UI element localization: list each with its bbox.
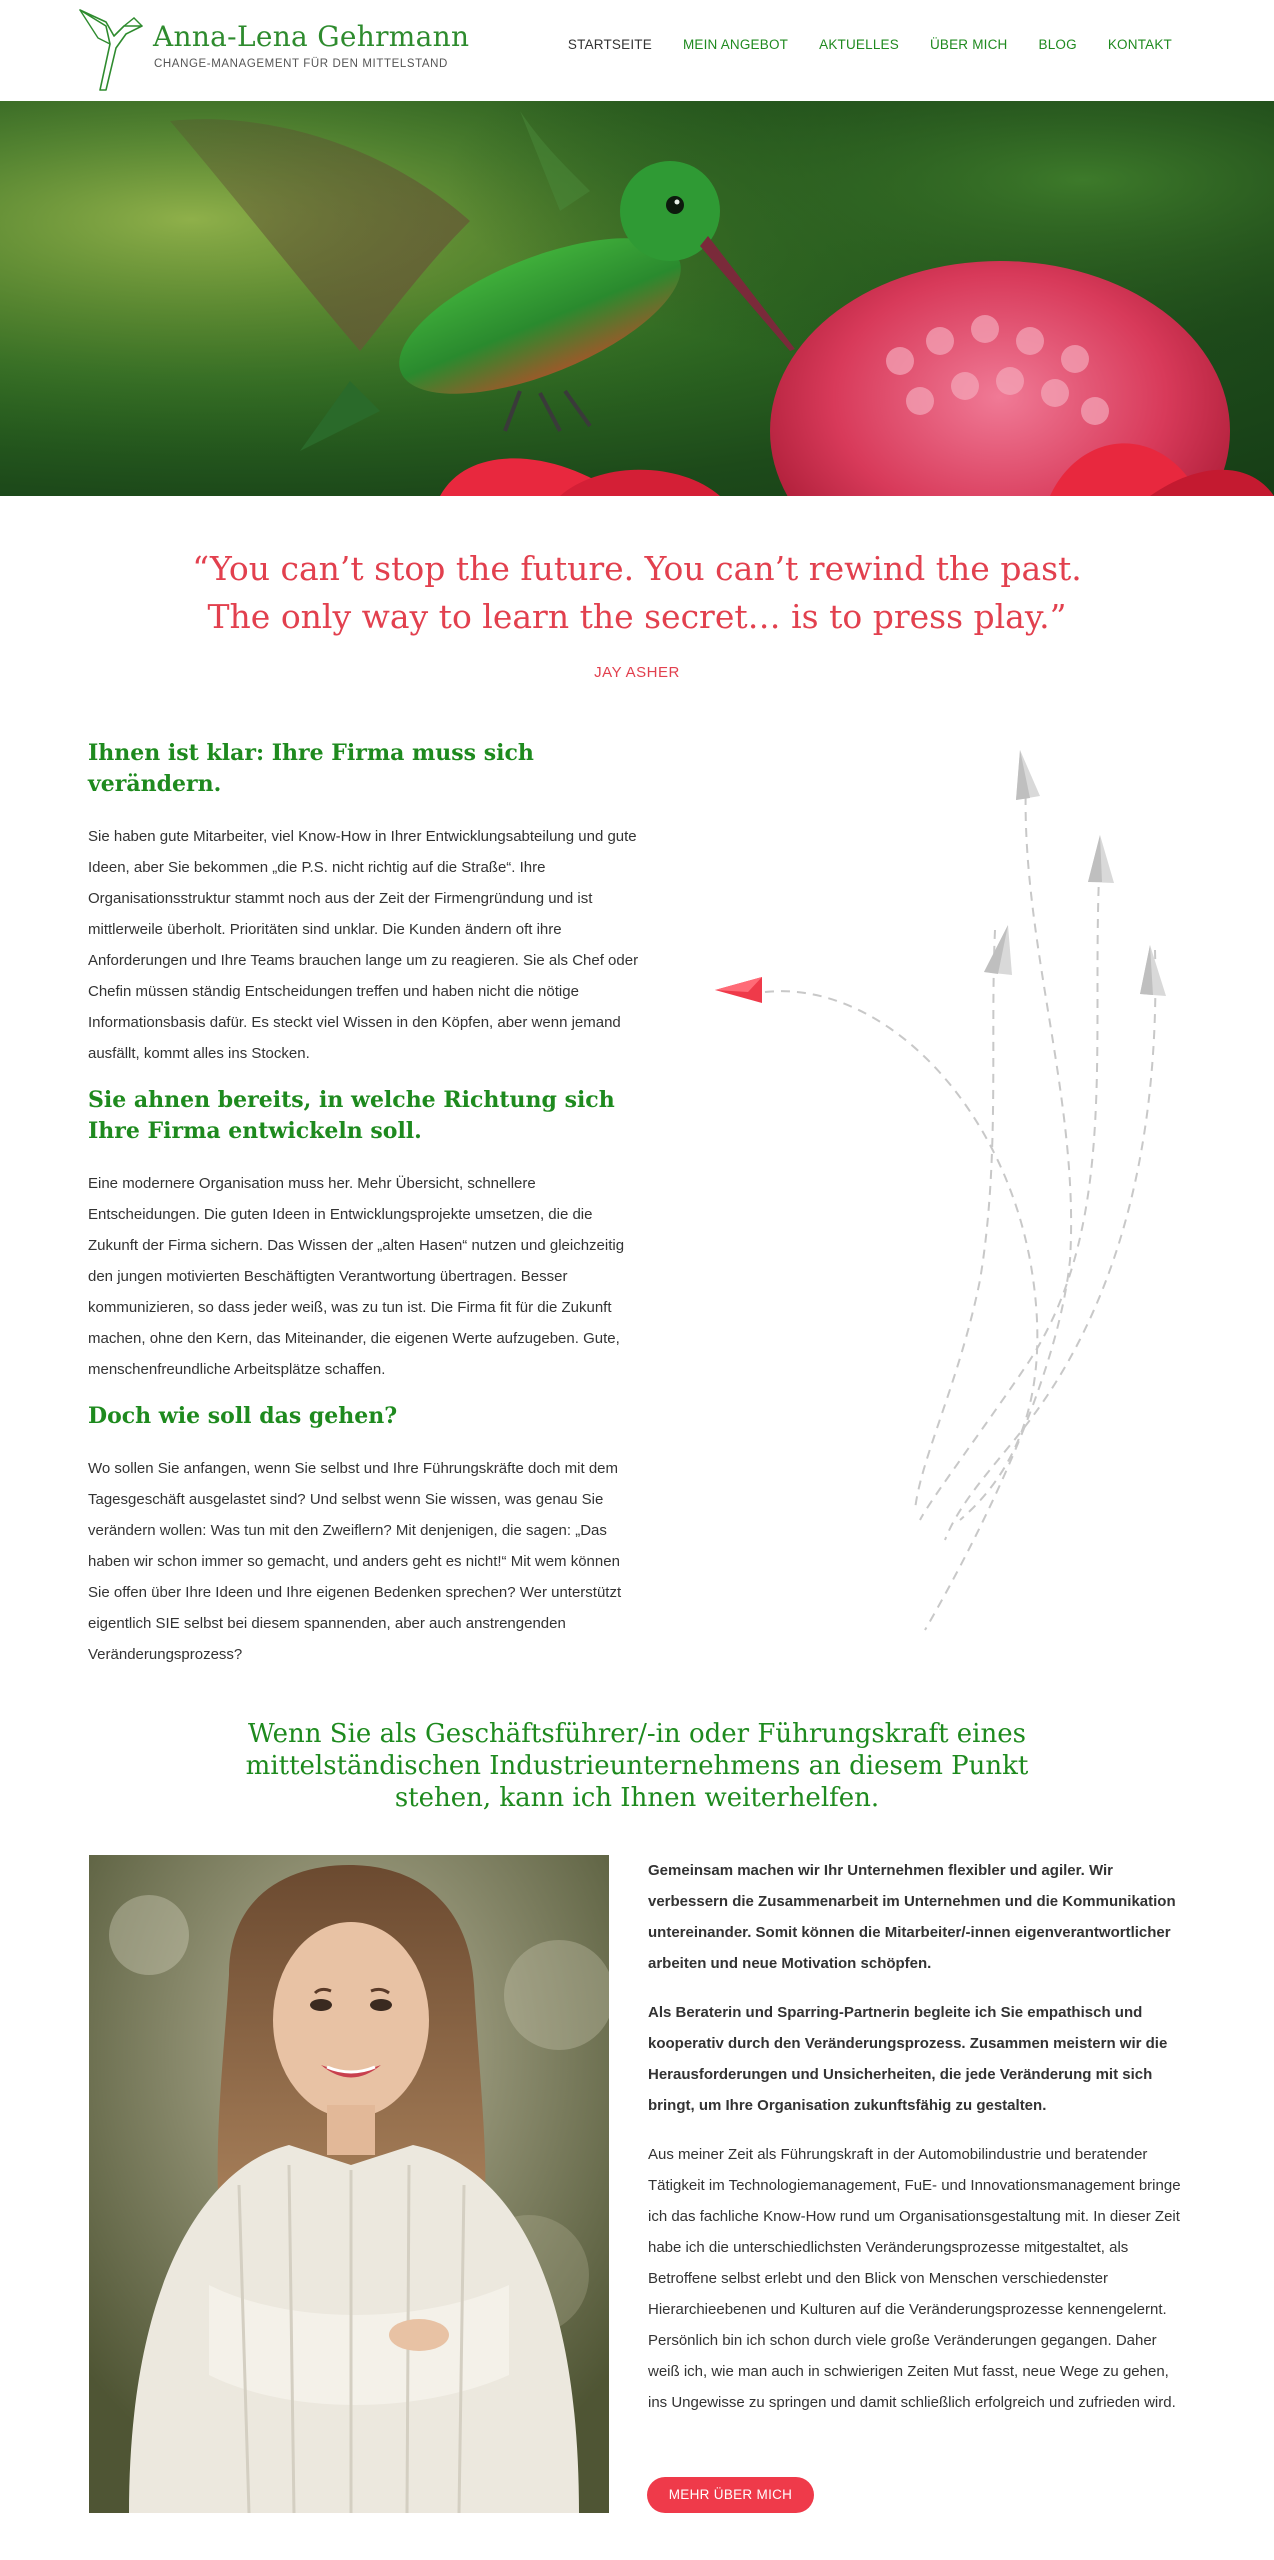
- section-heading-2: Sie ahnen bereits, in welche Richtung sich Ihre Firma entwickeln soll.: [88, 1087, 615, 1144]
- about-text-3: Aus meiner Zeit als Führungskraft in der Automobilindustrie und beratender Tätigkeit im Technologiemanagement, FuE- und Innovationsmanagement bringe ich das fachliche Know-How rund um Organisationsgestaltung mit. In dieser Zeit habe ich die unterschiedlichsten Veränderungsprozesse mitgestaltet, als Betroffene selbst erlebt und den Blick von Menschen verschiedenster Hierarchieebenen und Kulturen auf die Veränderungsprozesse kennengelernt. Persönlich bin ich schon durch viele große Veränderungen gegangen. Daher weiß ich, wie man auch in schwierigen Zeiten Mut fasst, neue Wege zu gehen, ins Ungewisse zu springen und damit schließlich erfolgreich und zufrieden wird.: [648, 2146, 1181, 2411]
- nav-mein-angebot[interactable]: MEIN ANGEBOT: [682, 37, 789, 52]
- gray-paper-plane-icon: [984, 925, 1012, 975]
- site-header: [0, 0, 1274, 101]
- main-navigation: [568, 37, 1172, 52]
- about-text: [648, 1855, 1188, 2418]
- quote-line-1: “You can’t stop the future. You can’t rewind the past.: [192, 549, 1082, 588]
- brand-title[interactable]: Anna-Lena Gehrmann: [153, 20, 470, 53]
- nav-blog[interactable]: BLOG: [1038, 37, 1077, 52]
- about-bold-1: Gemeinsam machen wir Ihr Unternehmen flexibler und agiler. Wir verbessern die Zusammenarbeit im Unternehmen und die Kommunikation untereinander. Somit können die Mitarbeiter/-innen eigenverantwortlicher arbeiten und neue Motivation schöpfen.: [648, 1862, 1176, 1972]
- paper-planes-illustration: [700, 740, 1180, 1640]
- quote: [0, 545, 1274, 641]
- red-paper-plane-icon: [715, 977, 762, 1003]
- nav-startseite[interactable]: STARTSEITE: [567, 37, 652, 52]
- gray-paper-plane-icon: [1016, 750, 1040, 800]
- brand-subtitle: CHANGE-MANAGEMENT FÜR DEN MITTELSTAND: [154, 58, 448, 70]
- gray-paper-plane-icon: [1088, 835, 1114, 883]
- section-text-1: Sie haben gute Mitarbeiter, viel Know-How in Ihrer Entwicklungsabteilung und gute Ideen, aber Sie bekommen „die P.S. nicht richtig auf die Straße“. Ihre Organisationsstruktur stammt noch aus der Zeit der Firmengründung und ist mittlerweile überholt. Prioritäten sind unklar. Die Kunden ändern oft ihre Anforderungen und Ihre Teams brauchen lange um zu reagieren. Sie als Chef oder Chefin müssen ständig Entscheidungen treffen und haben nicht die nötige Informationsbasis dafür. Es steckt viel Wissen in den Köpfen, aber wenn jemand ausfällt, kommt alles ins Stocken.: [88, 828, 639, 1062]
- hummingbird-logo-icon[interactable]: [76, 4, 146, 92]
- section-text-2: Eine modernere Organisation muss her. Mehr Übersicht, schnellere Entscheidungen. Die guten Ideen in Entwicklungsprojekte umsetzen, die die Zukunft der Firma sichern. Das Wissen der „alten Hasen“ nutzen und gleichzeitig den jungen motivierten Beschäftigten Verantwortung übertragen. Besser kommunizieren, so dass jeder weiß, was zu tun ist. Die Firma fit für die Zukunft machen, ohne den Kern, das Miteinander, die eigenen Werte aufzugeben. Gute, menschenfreundliche Arbeitsplätze schaffen.: [88, 1175, 625, 1378]
- section-text-3: Wo sollen Sie anfangen, wenn Sie selbst und Ihre Führungskräfte doch mit dem Tagesgeschäft ausgelastet sind? Und selbst wenn Sie wissen, was genau Sie verändern wollen: Was tun mit den Zweiflern? Mit denjenigen, die sagen: „Das haben wir schon immer so gemacht, und anders geht es nicht!“ Mit wem können Sie offen über Ihre Ideen und Ihre eigenen Bedenken sprechen? Wer unterstützt eigentlich SIE selbst bei diesem spannenden, aber auch anstrengenden Veränderungsprozess?: [88, 1460, 622, 1663]
- intro-sections: [88, 738, 640, 1686]
- section-heading-3: Doch wie soll das gehen?: [88, 1403, 398, 1429]
- cta-heading: [180, 1718, 1094, 1814]
- mehr-ueber-mich-button[interactable]: MEHR ÜBER MICH: [647, 2477, 814, 2513]
- nav-ueber-mich[interactable]: ÜBER MICH: [929, 37, 1008, 52]
- cta-line-1: Wenn Sie als Geschäftsführer/-in oder Führungskraft eines: [248, 1719, 1026, 1749]
- section-heading-1: Ihnen ist klar: Ihre Firma muss sich verändern.: [88, 740, 534, 797]
- nav-kontakt[interactable]: KONTAKT: [1107, 37, 1172, 52]
- cta-line-2: mittelständischen Industrieunternehmens an diesem Punkt: [245, 1751, 1029, 1781]
- portrait-photo: [89, 1855, 609, 2513]
- quote-line-2: The only way to learn the secret… is to press play.”: [207, 597, 1067, 636]
- cta-line-3: stehen, kann ich Ihnen weiterhelfen.: [394, 1783, 880, 1813]
- hero-image: [0, 101, 1274, 496]
- nav-aktuelles[interactable]: AKTUELLES: [819, 37, 899, 52]
- gray-paper-plane-icon: [1140, 945, 1166, 996]
- portrait-illustration: [89, 1855, 609, 2513]
- quote-author: JAY ASHER: [594, 664, 680, 681]
- hummingbird-illustration: [0, 101, 1274, 496]
- about-bold-2: Als Beraterin und Sparring-Partnerin begleite ich Sie empathisch und kooperativ durch den Veränderungsprozess. Zusammen meistern wir die Herausforderungen und Unsicherheiten, die jede Veränderung mit sich bringt, um Ihre Organisation zukunftsfähig zu gestalten.: [648, 2004, 1168, 2114]
